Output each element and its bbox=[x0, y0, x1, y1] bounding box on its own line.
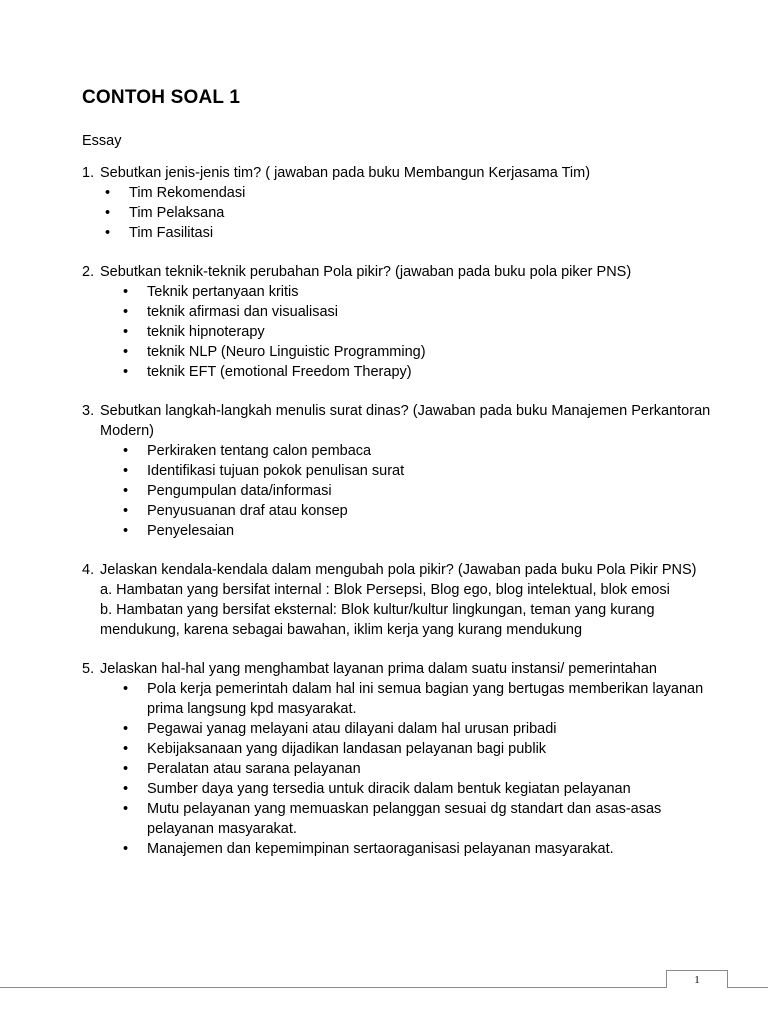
list-item: • teknik NLP (Neuro Linguistic Programming) bbox=[82, 342, 722, 362]
question-number: 2. bbox=[82, 264, 95, 280]
question-line bbox=[82, 163, 722, 183]
question-line bbox=[82, 560, 722, 580]
list-item: • Pegawai yanag melayani atau dilayani dalam hal urusan pribadi bbox=[82, 719, 722, 739]
page-number: 1 bbox=[666, 970, 728, 988]
list-item: • Penyusuanan draf atau konsep bbox=[82, 501, 722, 521]
list-item: • Tim Rekomendasi bbox=[82, 183, 722, 203]
list-item: • Pola kerja pemerintah dalam hal ini semua bagian yang bertugas memberikan layanan prima langsung kpd masyarakat. bbox=[82, 679, 722, 719]
list-item: • Tim Fasilitasi bbox=[82, 223, 722, 243]
list-item: • Sumber daya yang tersedia untuk diracik dalam bentuk kegiatan pelayanan bbox=[82, 779, 722, 799]
question-text: Sebutkan langkah-langkah menulis surat dinas? (Jawaban pada buku Manajemen Perkantoran Modern) bbox=[100, 403, 711, 439]
answer-list bbox=[82, 441, 722, 541]
answer-list bbox=[82, 183, 722, 243]
question-2 bbox=[82, 262, 722, 382]
list-item: • Peralatan atau sarana pelayanan bbox=[82, 759, 722, 779]
question-text: Jelaskan kendala-kendala dalam mengubah pola pikir? (Jawaban pada buku Pola Pikir PNS) bbox=[100, 562, 697, 578]
question-number: 3. bbox=[82, 403, 95, 419]
question-5 bbox=[82, 659, 722, 859]
question-text: Sebutkan teknik-teknik perubahan Pola pikir? (jawaban pada buku pola piker PNS) bbox=[100, 264, 632, 280]
question-number: 5. bbox=[82, 661, 95, 677]
list-item: • Manajemen dan kepemimpinan sertaoraganisasi pelayanan masyarakat. bbox=[82, 839, 722, 859]
question-3 bbox=[82, 401, 722, 541]
answer-list bbox=[82, 282, 722, 382]
footer-divider bbox=[0, 987, 768, 988]
list-item: • Tim Pelaksana bbox=[82, 203, 722, 223]
list-item: • teknik EFT (emotional Freedom Therapy) bbox=[82, 362, 722, 382]
section-label: Essay bbox=[82, 133, 122, 149]
question-line bbox=[82, 401, 722, 441]
question-number: 1. bbox=[82, 165, 95, 181]
list-item: • Kebijaksanaan yang dijadikan landasan pelayanan bagi publik bbox=[82, 739, 722, 759]
list-item: • Mutu pelayanan yang memuaskan pelanggan sesuai dg standart dan asas-asas pelayanan masyarakat. bbox=[82, 799, 722, 839]
question-list bbox=[82, 163, 722, 878]
question-1 bbox=[82, 163, 722, 243]
answer-paragraph: b. Hambatan yang bersifat eksternal: Blok kultur/kultur lingkungan, teman yang kurang mendukung, karena sebagai bawahan, iklim kerja yang kurang mendukung bbox=[100, 602, 655, 638]
question-number: 4. bbox=[82, 562, 95, 578]
answer-paragraph: a. Hambatan yang bersifat internal : Blok Persepsi, Blog ego, blog intelektual, blok emosi bbox=[100, 582, 670, 598]
list-item: • Teknik pertanyaan kritis bbox=[82, 282, 722, 302]
page-title: CONTOH SOAL 1 bbox=[82, 87, 241, 108]
list-item: • teknik hipnoterapy bbox=[82, 322, 722, 342]
list-item: • Identifikasi tujuan pokok penulisan surat bbox=[82, 461, 722, 481]
list-item: • Pengumpulan data/informasi bbox=[82, 481, 722, 501]
question-4 bbox=[82, 560, 722, 640]
list-item: • Penyelesaian bbox=[82, 521, 722, 541]
list-item: • Perkiraken tentang calon pembaca bbox=[82, 441, 722, 461]
question-text: Jelaskan hal-hal yang menghambat layanan prima dalam suatu instansi/ pemerintahan bbox=[100, 661, 657, 677]
question-line bbox=[82, 262, 722, 282]
question-text: Sebutkan jenis-jenis tim? ( jawaban pada buku Membangun Kerjasama Tim) bbox=[100, 165, 591, 181]
question-line bbox=[82, 659, 722, 679]
answer-list bbox=[82, 679, 722, 859]
list-item: • teknik afirmasi dan visualisasi bbox=[82, 302, 722, 322]
